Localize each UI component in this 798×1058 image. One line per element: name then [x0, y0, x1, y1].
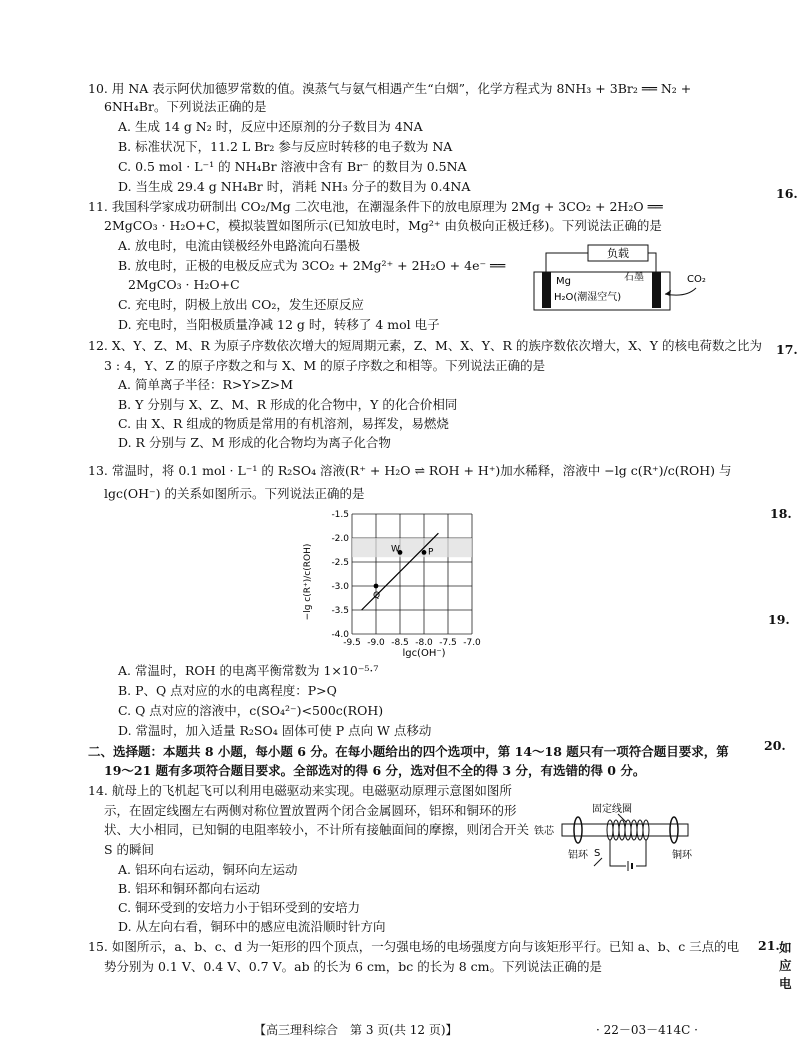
- q10-option-a: A. 生成 14 g N₂ 时，反应中还原剂的分子数目为 4NA: [118, 119, 423, 134]
- chart-y-axis-label: −lg c(R⁺)/c(ROH): [303, 543, 313, 621]
- coil-pointer: [618, 814, 626, 822]
- q11-option-a: A. 放电时，电流由镁极经外电路流向石墨极: [118, 238, 360, 253]
- point-label-p: P: [428, 547, 434, 558]
- point-p: [422, 550, 427, 555]
- y-tick-label: -3.0: [331, 582, 349, 592]
- margin-frag-2: 应: [779, 958, 792, 973]
- switch-label: S: [594, 848, 601, 859]
- q11-stem-line2: 2MgCO₃ · H₂O+C，模拟装置如图所示(已知放电时，Mg²⁺ 由负极向正极迁移)。下列说法正确的是: [104, 218, 662, 233]
- switch-lever: [594, 858, 602, 866]
- q12-option-d: D. R 分别与 Z、M 形成的化合物均为离子化合物: [118, 435, 391, 450]
- q13-stem-line1: 13. 常温时，将 0.1 mol · L⁻¹ 的 R₂SO₄ 溶液(R⁺ + H₂O ⇌ ROH + H⁺)加水稀释，溶液中 −lg c(R⁺)/c(ROH) 与: [88, 463, 732, 478]
- chart-grid: [352, 514, 472, 634]
- q13-option-b: B. P、Q 点对应的水的电离程度：P>Q: [118, 683, 337, 698]
- q13-option-d: D. 常温时，加入适量 R₂SO₄ 固体可使 P 点向 W 点移动: [118, 723, 432, 738]
- q13-stem-line2: lgc(OH⁻) 的关系如图所示。下列说法正确的是: [104, 486, 365, 501]
- q14-stem-line4: S 的瞬间: [104, 842, 155, 857]
- q14-option-a: A. 铝环向右运动，铜环向左运动: [118, 862, 298, 877]
- exam-code: · 22－03－414C ·: [596, 1023, 698, 1037]
- x-tick-label: -7.0: [463, 638, 481, 648]
- chart-x-axis-label: lgc(OH⁻): [402, 648, 446, 659]
- core-label: 铁芯: [534, 826, 554, 837]
- coil-diagram: [532, 802, 704, 872]
- q11-option-b-line2: 2MgCO₃ · H₂O+C: [128, 277, 240, 292]
- y-tick-label: -3.5: [331, 606, 349, 616]
- margin-frag-1: 如: [779, 940, 792, 955]
- y-tick-label: -2.5: [331, 558, 349, 568]
- margin-q17: 17.: [776, 342, 798, 357]
- x-tick-label: -7.5: [439, 638, 457, 648]
- al-label: 铝环: [568, 850, 588, 861]
- q14-option-d: D. 从左向右看，铜环中的感应电流沿顺时针方向: [118, 919, 386, 934]
- point-label-w: W: [391, 544, 400, 555]
- margin-q16: 16.: [776, 186, 798, 201]
- load-label: 负载: [607, 247, 629, 260]
- circuit-wire-left: [610, 840, 626, 866]
- chart-tick-labels: [331, 510, 481, 648]
- x-tick-label: -9.5: [343, 638, 361, 648]
- mg-label: Mg: [556, 276, 571, 287]
- chart-shaded-band: [352, 538, 472, 557]
- x-tick-label: -8.5: [391, 638, 409, 648]
- section2-header-line2: 19～21 题有多项符合题目要求。全部选对的得 6 分，选对但不全的得 3 分，有选错的得 0 分。: [104, 763, 646, 778]
- x-tick-label: -8.0: [415, 638, 433, 648]
- q14-stem-line1: 14. 航母上的飞机起飞可以利用电磁驱动来实现。电磁驱动原理示意图如图所: [88, 783, 512, 798]
- y-tick-label: -2.0: [331, 534, 349, 544]
- y-tick-label: -4.0: [331, 630, 349, 640]
- q10-stem-line1: 10. 用 NA 表示阿伏加德罗常数的值。溴蒸气与氨气相遇产生“白烟”，化学方程式为 8NH₃ + 3Br₂ ══ N₂ +: [88, 81, 692, 96]
- q10-option-b: B. 标准状况下，11.2 L Br₂ 参与反应时转移的电子数为 NA: [118, 139, 453, 154]
- q13-option-c: C. Q 点对应的溶液中，c(SO₄²⁻)<500c(ROH): [118, 703, 384, 718]
- q13-option-a: A. 常温时，ROH 的电离平衡常数为 1×10⁻⁵·⁷: [118, 663, 379, 678]
- q11-stem-line1: 11. 我国科学家成功研制出 CO₂/Mg 二次电池，在潮湿条件下的放电原理为 2Mg + 3CO₂ + 2H₂O ══: [88, 199, 663, 214]
- q14-option-c: C. 铜环受到的安培力小于铝环受到的安培力: [118, 900, 361, 915]
- coil-label: 固定线圈: [592, 804, 632, 815]
- margin-q20: 20.: [764, 738, 786, 753]
- q11-option-c: C. 充电时，阴极上放出 CO₂，发生还原反应: [118, 297, 364, 312]
- point-q: [374, 584, 379, 589]
- graphite-label: 石墨: [624, 272, 644, 283]
- graphite-electrode: [652, 272, 661, 308]
- q12-option-b: B. Y 分别与 X、Z、M、R 形成的化合物中，Y 的化合价相同: [118, 397, 458, 412]
- mg-electrode: [542, 272, 551, 308]
- q12-stem-line1: 12. X、Y、Z、M、R 为原子序数依次增大的短周期元素，Z、M、X、Y、R 的族序数依次增大，X、Y 的核电荷数之比为: [88, 338, 763, 353]
- electrolyte-cell: [534, 272, 670, 310]
- margin-frag-3: 电: [779, 976, 792, 991]
- point-label-q: Q: [373, 591, 381, 601]
- x-tick-label: -9.0: [367, 638, 385, 648]
- y-tick-label: -1.5: [331, 510, 349, 520]
- q12-option-c: C. 由 X、R 组成的物质是常用的有机溶剂，易挥发，易燃烧: [118, 416, 449, 431]
- margin-q18: 18.: [770, 506, 792, 521]
- wire-right: [648, 253, 656, 272]
- q10-option-d: D. 当生成 29.4 g NH₄Br 时，消耗 NH₃ 分子的数目为 0.4NA: [118, 179, 471, 194]
- margin-q21: 21.: [758, 938, 780, 953]
- section2-header-line1: 二、选择题：本题共 8 小题，每小题 6 分。在每小题给出的四个选项中，第 14～18 题只有一项符合题目要求，第: [88, 744, 729, 759]
- medium-label: H₂O(潮湿空气): [554, 292, 622, 303]
- q14-stem-line3: 状、大小相同，已知铜的电阻率较小，不计所有接触面间的摩擦，则闭合开关: [104, 822, 530, 837]
- cu-label: 铜环: [672, 850, 692, 861]
- q10-stem-line2: 6NH₄Br。下列说法正确的是: [104, 99, 267, 114]
- co2-label: CO₂: [687, 274, 706, 285]
- margin-q19: 19.: [768, 612, 790, 627]
- q12-option-a: A. 简单离子半径：R>Y>Z>M: [118, 377, 294, 392]
- q11-option-d: D. 充电时，当阳极质量净减 12 g 时，转移了 4 mol 电子: [118, 317, 440, 332]
- q15-stem-line2: 势分别为 0.1 V、0.4 V、0.7 V。ab 的长为 6 cm，bc 的长为 8 cm。下列说法正确的是: [104, 959, 603, 974]
- q10-option-c: C. 0.5 mol · L⁻¹ 的 NH₄Br 溶液中含有 Br⁻ 的数目为 0.5NA: [118, 159, 467, 174]
- q14-option-b: B. 铝环和铜环都向右运动: [118, 881, 261, 896]
- battery-diagram: [528, 244, 718, 312]
- q11-option-b-line1: B. 放电时，正极的电极反应式为 3CO₂ + 2Mg²⁺ + 2H₂O + 4e⁻ ══: [118, 258, 506, 273]
- wire-left: [546, 253, 588, 272]
- q15-stem-line1: 15. 如图所示，a、b、c、d 为一矩形的四个顶点，一匀强电场的电场强度方向与该矩形平行。已知 a、b、c 三点的电: [88, 939, 740, 954]
- q14-stem-line2: 示，在固定线圈左右两侧对称位置放置两个闭合金属圆环，铝环和铜环的形: [104, 803, 517, 818]
- circuit-wire-right: [636, 840, 646, 866]
- page-footer: 【高三理科综合 第 3 页(共 12 页)】: [254, 1023, 458, 1037]
- q12-stem-line2: 3 : 4，Y、Z 的原子序数之和与 X、M 的原子序数之和相等。下列说法正确的是: [104, 358, 546, 373]
- q13-chart: [296, 504, 496, 660]
